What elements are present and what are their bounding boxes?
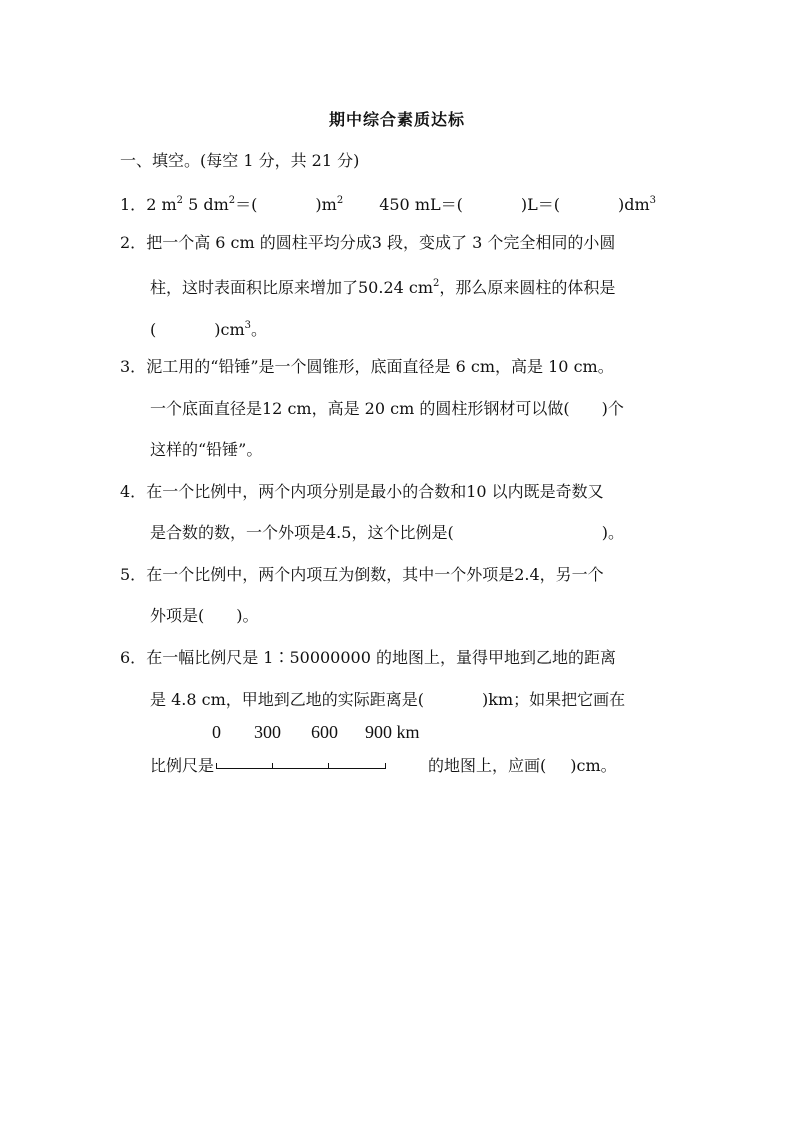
question-2-line-3 <box>150 315 267 341</box>
scale-axis-line <box>216 768 386 769</box>
scale-label: 300 <box>254 722 282 742</box>
q6-text: )cm。 <box>570 756 617 775</box>
q6-text: 在一幅比例尺是 1∶50000000 的地图上，量得甲地到乙地的距离 <box>146 648 616 667</box>
question-2-line-1 <box>120 232 615 254</box>
q1-text-a: 2 m <box>146 195 177 214</box>
scale-tick <box>216 763 217 769</box>
question-2-line-2 <box>150 273 615 299</box>
scale-tick <box>272 763 273 769</box>
q4-text: 是合数的数，一个外项是4.5，这个比例是( <box>150 523 454 542</box>
q6-text: 比例尺是 <box>150 756 215 775</box>
question-number: 3． <box>120 357 147 376</box>
q3-text: 泥工用的“铅锤”是一个圆锥形，底面直径是 6 cm，高是 10 cm。 <box>146 357 614 376</box>
q5-text: 在一个比例中，两个内项互为倒数，其中一个外项是2.4，另一个 <box>146 565 604 584</box>
question-number: 2． <box>120 233 147 252</box>
question-6-line-2 <box>150 689 625 711</box>
superscript: 2 <box>433 278 440 289</box>
q2-text: 。 <box>251 320 268 339</box>
question-3-line-2 <box>150 398 624 420</box>
question-5-line-2 <box>150 605 259 627</box>
scale-tick <box>385 763 386 769</box>
q1-text-b: 5 dm <box>183 195 229 214</box>
superscript: 3 <box>649 195 657 206</box>
question-1 <box>120 190 656 216</box>
question-number: 6． <box>120 648 147 667</box>
q6-text: )km；如果把它画在 <box>482 690 626 709</box>
superscript: 2 <box>176 195 183 206</box>
line-scale-bar <box>212 722 428 777</box>
superscript: 3 <box>244 320 251 331</box>
q4-text: )。 <box>601 523 624 542</box>
question-number: 1． <box>120 195 147 214</box>
q5-text: 外项是( )。 <box>150 606 259 625</box>
q4-text: 在一个比例中，两个内项分别是最小的合数和10 以内既是奇数又 <box>146 482 604 501</box>
q2-text: 柱，这时表面积比原来增加了50.24 cm <box>150 278 434 297</box>
q1-text-e: 450 mL＝( <box>379 195 463 214</box>
question-5-line-1 <box>120 564 604 586</box>
q2-text: ，那么原来圆柱的体积是 <box>439 278 616 297</box>
superscript: 2 <box>336 195 344 206</box>
q6-text: 是 4.8 cm，甲地到乙地的实际距离是( <box>150 690 424 709</box>
q1-text-d: )m <box>315 195 337 214</box>
question-6-line-1 <box>120 647 616 669</box>
q3-text: 这样的“铅锤”。 <box>150 440 263 459</box>
question-3-line-3 <box>150 439 262 461</box>
scale-label: 600 <box>311 722 339 742</box>
q2-text: ( <box>150 320 157 339</box>
question-4-line-1 <box>120 481 604 503</box>
question-6-line-3 <box>150 722 617 777</box>
question-3-line-1 <box>120 356 614 378</box>
q6-text: 的地图上，应画( <box>428 756 547 775</box>
q1-text-f: )L＝( <box>520 195 560 214</box>
q2-text: )cm <box>214 320 245 339</box>
question-4-line-2 <box>150 522 624 544</box>
section-heading: 一、填空。(每空 1 分，共 21 分) <box>120 151 360 170</box>
scale-label: 0 <box>212 722 222 742</box>
question-number: 4． <box>120 482 147 501</box>
q3-text: 一个底面直径是12 cm，高是 20 cm 的圆柱形钢材可以做( )个 <box>150 399 624 418</box>
scale-tick <box>328 763 329 769</box>
scale-label: 900 km <box>365 722 420 742</box>
question-number: 5． <box>120 565 147 584</box>
q2-text: 把一个高 6 cm 的圆柱平均分成3 段，变成了 3 个完全相同的小圆 <box>146 233 616 252</box>
page-title: 期中综合素质达标 <box>328 110 465 129</box>
q1-text-g: )dm <box>617 195 650 214</box>
q1-text-c: ＝( <box>235 195 258 214</box>
superscript: 2 <box>228 195 236 206</box>
